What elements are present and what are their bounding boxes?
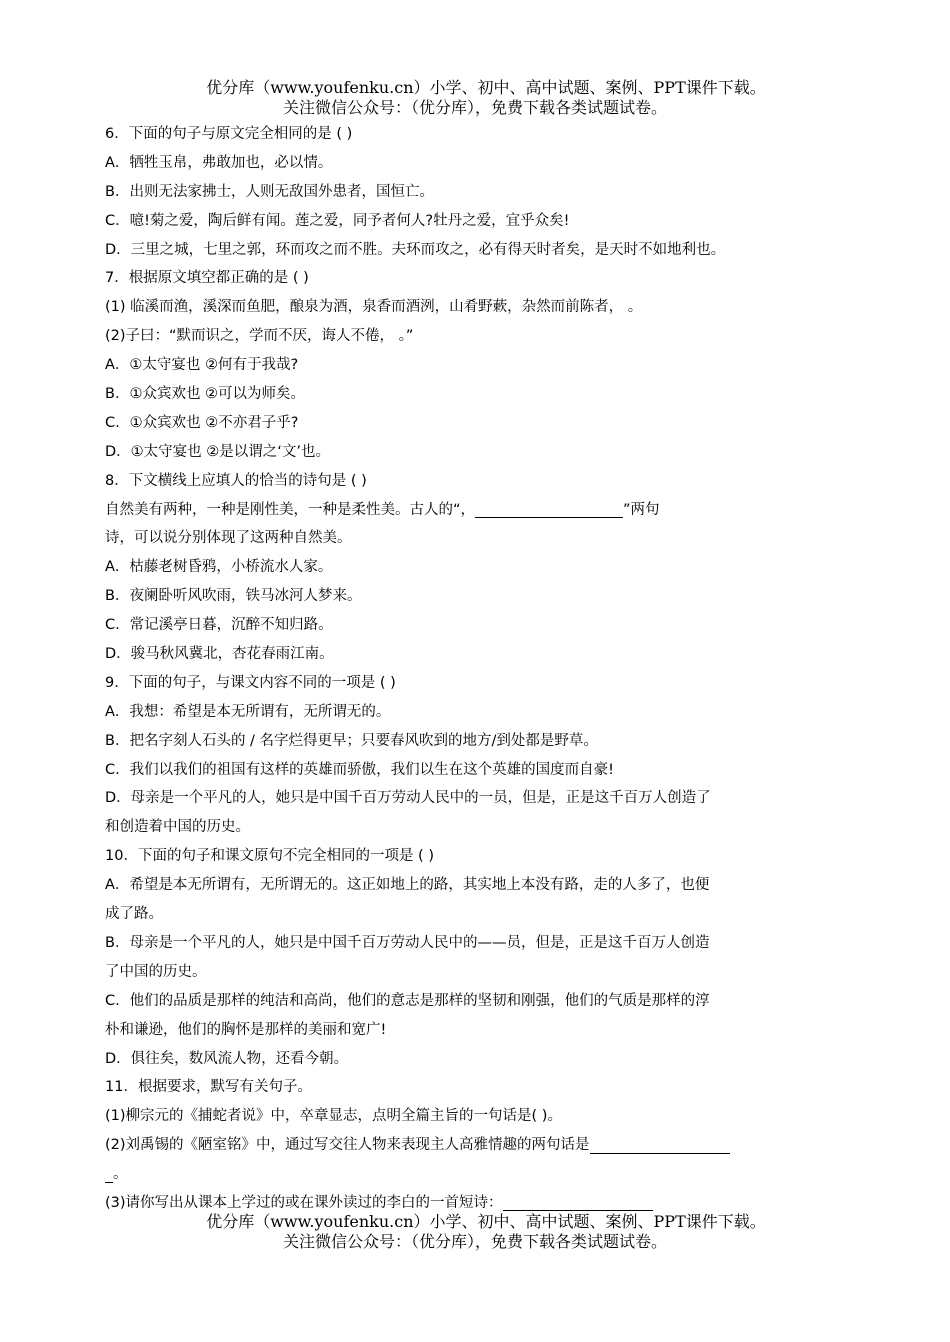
answer-blank-cont[interactable] [105,1166,113,1183]
q7-option-a: A．①太守宴也 ②何有于我哉? [105,357,299,374]
q9-option-c: C．我们以我们的祖国有这样的英雄而骄傲，我们以生在这个英雄的国度而自豪! [105,761,614,778]
header-line-2: 关注微信公众号：（优分库），免费下载各类试题试卷。 [282,98,667,117]
q10-option-b-cont: 了中国的历史。 [105,963,207,980]
q7-item-2: (2)子曰：“默而识之，学而不厌，诲人不倦， 。” [105,328,414,345]
question-9: 9．下面的句子，与课文内容不同的一项是 ( ) [105,674,396,691]
q10-option-b: B．母亲是一个平凡的人，她只是中国千百万劳动人民中的——员，但是，正是这千百万人创造 [105,934,710,951]
q9-option-d: D．母亲是一个平凡的人，她只是中国千百万劳动人民中的一员，但是，正是这千百万人创造了 [105,790,711,807]
question-10: 10．下面的句子和课文原句不完全相同的一项是 ( ) [105,848,434,865]
q10-option-c: C．他们的品质是那样的纯洁和高尚，他们的意志是那样的坚韧和刚强，他们的气质是那样的淳 [105,992,710,1009]
q10-option-a: A．希望是本无所谓有，无所谓无的。这正如地上的路，其实地上本没有路，走的人多了，也便 [105,877,710,894]
question-8: 8．下文横线上应填人的恰当的诗句是 ( ) [105,472,367,489]
question-11: 11．根据要求，默写有关句子。 [105,1079,312,1096]
q8-passage-text-end: ”两句 [623,501,660,518]
q6-option-b: B．出则无法家拂士，人则无敌国外患者，国恒亡。 [105,183,434,200]
answer-blank[interactable] [475,501,623,518]
q8-passage-text: 自然美有两种，一种是刚性美，一种是柔性美。古人的“， [105,501,476,518]
document-body [105,120,810,1218]
q9-option-b: B．把名字刻人石头的 / 名字烂得更早；只要春风吹到的地方/到处都是野草。 [105,732,598,749]
q8-passage-line-1 [105,496,810,525]
q6-option-a: A．牺牲玉帛，弗敢加也，必以情。 [105,154,333,171]
page-footer [0,1212,950,1252]
q11-item-2-text: (2)刘禹锡的《陋室铭》中，通过写交往人物来表现主人高雅情趣的两句话是 [105,1137,590,1154]
q7-option-c: C．①众宾欢也 ②不亦君子乎? [105,414,299,431]
q7-item-1: (1) 临溪而渔，溪深而鱼肥，酿泉为酒，泉香而酒洌，山肴野蔌，杂然而前陈者， 。 [105,299,643,316]
q9-option-d-cont: 和创造着中国的历史。 [105,819,250,836]
q11-item-1: (1)柳宗元的《捕蛇者说》中，卒章显志，点明全篇主旨的一句话是( )。 [105,1108,562,1125]
q8-option-b: B．夜阑卧听风吹雨，铁马冰河人梦来。 [105,588,362,605]
q6-option-c: C．噫!菊之爱，陶后鲜有闻。莲之爱，同予者何人?牡丹之爱，宜乎众矣! [105,212,570,229]
q10-option-a-cont: 成了路。 [105,906,163,923]
q11-item-2-cont [105,1160,810,1189]
question-6: 6．下面的句子与原文完全相同的是 ( ) [105,126,353,142]
answer-blank[interactable] [590,1137,730,1154]
footer-line-1: 优分库（www.youfenku.cn）小学、初中、高中试题、案例、PPT课件下载。 [206,1212,766,1231]
q6-option-d: D．三里之城，七里之郭，环而攻之而不胜。夫环而攻之，必有得天时者矣，是天时不如地利也。 [105,241,726,258]
q8-option-d: D．骏马秋风冀北，杏花春雨江南。 [105,646,334,663]
q10-option-c-cont: 朴和谦逊，他们的胸怀是那样的美丽和宽广! [105,1021,387,1038]
q7-option-d: D．①太守宴也 ②是以谓之‘文’也。 [105,443,330,460]
q11-item-2 [105,1131,810,1160]
question-7: 7．根据原文填空都正确的是 ( ) [105,270,309,287]
q11-item-2-end: 。 [113,1166,128,1183]
q9-option-a: A．我想：希望是本无所谓有，无所谓无的。 [105,703,391,720]
q8-option-c: C．常记溪亭日暮，沉醉不知归路。 [105,617,333,634]
q7-option-b: B．①众宾欢也 ②可以为师矣。 [105,386,306,403]
page-header [0,78,950,118]
footer-line-2: 关注微信公众号：（优分库），免费下载各类试题试卷。 [282,1232,667,1251]
q11-item-3-text: (3)请你写出从课本上学过的或在课外读过的李白的一首短诗： [105,1194,503,1211]
q8-passage-line-2: 诗，可以说分别体现了这两种自然美。 [105,530,352,547]
header-line-1: 优分库（www.youfenku.cn）小学、初中、高中试题、案例、PPT课件下载。 [206,78,766,97]
answer-blank[interactable] [503,1194,653,1211]
q10-option-d: D．俱往矣，数风流人物，还看今朝。 [105,1050,349,1067]
q8-option-a: A．枯藤老树昏鸦，小桥流水人家。 [105,559,333,576]
